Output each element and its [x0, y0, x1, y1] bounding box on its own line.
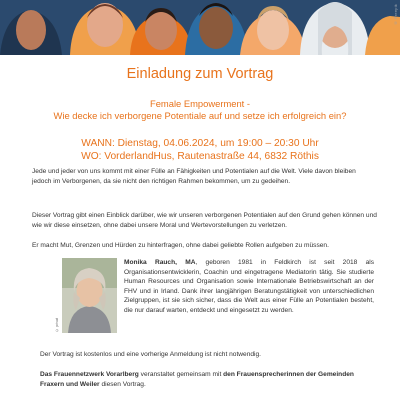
organizer-connector: veranstaltet gemeinsam mit	[138, 371, 224, 378]
header-banner-illustration	[0, 0, 400, 55]
organizer-end: diesen Vortrag.	[99, 380, 146, 388]
event-when: WANN: Dienstag, 04.06.2024, um 19:00 – 20:30 Uhr	[81, 138, 319, 149]
speaker-name: Monika Rauch, MA	[124, 259, 196, 266]
page-title: Einladung zum Vortrag	[126, 66, 274, 82]
encouragement-paragraph: Er macht Mut, Grenzen und Hürden zu hinterfragen, ohne dabei geliebte Rollen aufgeben zu müssen.	[32, 242, 329, 249]
free-admission-note: Der Vortrag ist kostenlos und eine vorherige Anmeldung ist nicht notwendig.	[40, 351, 262, 358]
subtitle-line-2: Wie decke ich verborgene Potentiale auf und setze ich erfolgreich ein?	[53, 110, 347, 121]
organizer-note	[40, 370, 370, 389]
organizer-1: Das Frauennetzwerk Vorarlberg	[40, 371, 139, 378]
speaker-photo	[62, 258, 117, 333]
organizer-2: den Frauensprecherinnen der Gemeinden Fraxern und Weiler	[40, 371, 354, 388]
women-faces-illustration	[0, 0, 400, 55]
event-where: WO: VorderlandHus, Rautenastraße 44, 6832 Röthis	[81, 151, 319, 162]
photo-credit: © privat	[55, 318, 59, 332]
intro-paragraph: Jede und jeder von uns kommt mit einer Fülle an Fähigkeiten und Potentialen auf die Welt. Viele davon bleiben jedoch im Verborgenen, da sie nicht den richtigen Rahmen bekommen, um zu gedeihen.	[32, 168, 356, 185]
talk-subtitle	[0, 98, 400, 122]
speaker-bio	[124, 258, 374, 316]
description-paragraph: Dieser Vortrag gibt einen Einblick darüber, wie wir unseren verborgenen Potentialen auf den Grund gehen können und wie wir diese einsetzen, ohne dabei unsere Moral und Wertevorstellungen zu verletzen.	[32, 212, 377, 229]
event-details	[0, 137, 400, 163]
subtitle-line-1: Female Empowerment -	[149, 98, 251, 109]
speaker-bio-text: , geboren 1981 in Feldkirch ist seit 2018 als Organisationsentwicklerin, Coachin und eingetragene Mediatorin tätig. Sie studierte Human Resources und Organisation sowie Internationale Betriebswirtschaft an der FHV und in Irland. Dank ihrer langjährigen Beratungstätigkeit von unterschiedlichen Zielgruppen, ist sie sich sicher, dass die Welt aus einer Fülle an Potentialen besteht, die nur darauf warten, entdeckt und eingesetzt zu werden.	[124, 259, 375, 314]
banner-image-credit: © Freepik	[393, 4, 398, 26]
